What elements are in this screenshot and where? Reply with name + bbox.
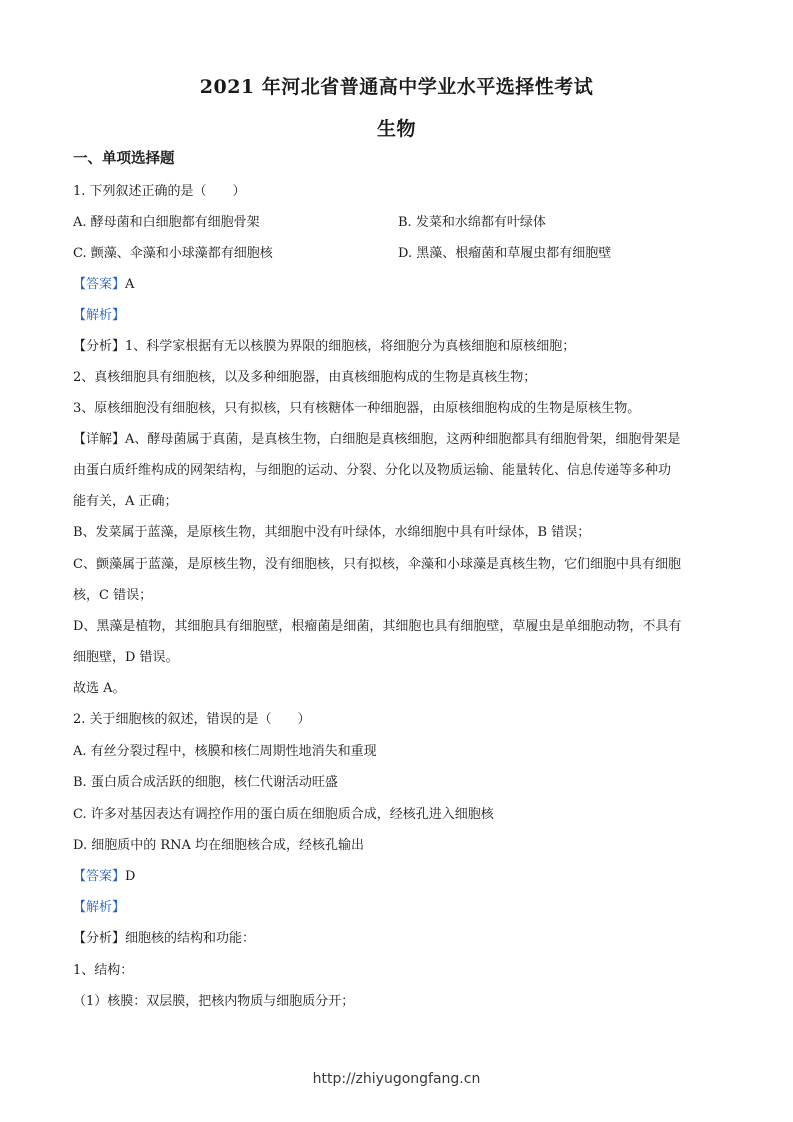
q1-analysis-line: 【分析】1、科学家根据有无以核膜为界限的细胞核，将细胞分为真核细胞和原核细胞； — [73, 339, 576, 354]
q1-analysis-line: 【详解】A、酵母菌属于真菌，是真核生物，白细胞是真核细胞，这两种细胞都具有细胞骨架，细胞骨架是 — [73, 432, 681, 447]
question-1-stem: 1. 下列叙述正确的是（ ） — [73, 184, 246, 199]
answer-value: A — [125, 277, 135, 292]
q2-option-c: C. 许多对基因表达有调控作用的蛋白质在细胞质合成，经核孔进入细胞核 — [73, 807, 494, 822]
page-title: 2021 年河北省普通高中学业水平选择性考试 — [199, 76, 594, 98]
q1-analysis-line: D、黑藻是植物，其细胞具有细胞壁，根瘤菌是细菌，其细胞也具有细胞壁，草履虫是单细胞动物，不具有 — [73, 619, 682, 634]
q1-analysis-line: 2、真核细胞具有细胞核，以及多种细胞器，由真核细胞构成的生物是真核生物； — [73, 370, 537, 385]
answer-value: D — [125, 869, 136, 884]
answer-tag: 【答案】 — [73, 277, 126, 292]
q1-analysis-line: C、颤藻属于蓝藻，是原核生物，没有细胞核，只有拟核，伞藻和小球藻是真核生物，它们细胞中具有细胞 — [73, 557, 681, 572]
page-subtitle: 生物 — [376, 118, 416, 140]
q2-analysis-tag: 【解析】 — [73, 900, 126, 915]
q2-analysis-line: （1）核膜：双层膜，把核内物质与细胞质分开； — [73, 994, 355, 1009]
q1-analysis-line: 3、原核细胞没有细胞核，只有拟核，只有核糖体一种细胞器，由原核细胞构成的生物是原核生物。 — [73, 401, 641, 416]
q2-option-d: D. 细胞质中的 RNA 均在细胞核合成，经核孔输出 — [73, 838, 365, 853]
q1-option-d: D. 黑藻、根瘤菌和草履虫都有细胞壁 — [398, 246, 612, 261]
answer-tag: 【答案】 — [73, 869, 126, 884]
q1-option-a: A. 酵母菌和白细胞都有细胞骨架 — [73, 215, 260, 230]
q1-analysis-line: 由蛋白质纤维构成的网架结构，与细胞的运动、分裂、分化以及物质运输、能量转化、信息传递等多种功 — [73, 463, 672, 478]
q2-option-a: A. 有丝分裂过程中，核膜和核仁周期性地消失和重现 — [73, 744, 377, 759]
q1-analysis-tag: 【解析】 — [73, 308, 126, 323]
q1-analysis-line: 细胞壁，D 错误。 — [73, 650, 179, 665]
q2-analysis-line: 【分析】细胞核的结构和功能： — [73, 931, 256, 946]
q1-option-c: C. 颤藻、伞藻和小球藻都有细胞核 — [73, 246, 273, 261]
q2-analysis-line: 1、结构： — [73, 963, 134, 978]
footer-url: http://zhiyugongfang.cn — [312, 1071, 481, 1087]
q1-option-b: B. 发菜和水绵都有叶绿体 — [398, 215, 546, 230]
q1-analysis-line: 能有关，A 正确； — [73, 494, 178, 509]
q2-answer — [73, 868, 135, 886]
section-heading: 一、单项选择题 — [73, 150, 175, 167]
q2-option-b: B. 蛋白质合成活跃的细胞，核仁代谢活动旺盛 — [73, 775, 338, 790]
question-2-stem: 2. 关于细胞核的叙述，错误的是（ ） — [73, 712, 311, 727]
q1-analysis-line: B、发菜属于蓝藻，是原核生物，其细胞中没有叶绿体，水绵细胞中具有叶绿体，B 错误； — [73, 525, 591, 540]
q1-answer — [73, 276, 134, 294]
q1-analysis-line: 故选 A。 — [73, 681, 126, 696]
q1-analysis-line: 核，C 错误； — [73, 588, 153, 603]
